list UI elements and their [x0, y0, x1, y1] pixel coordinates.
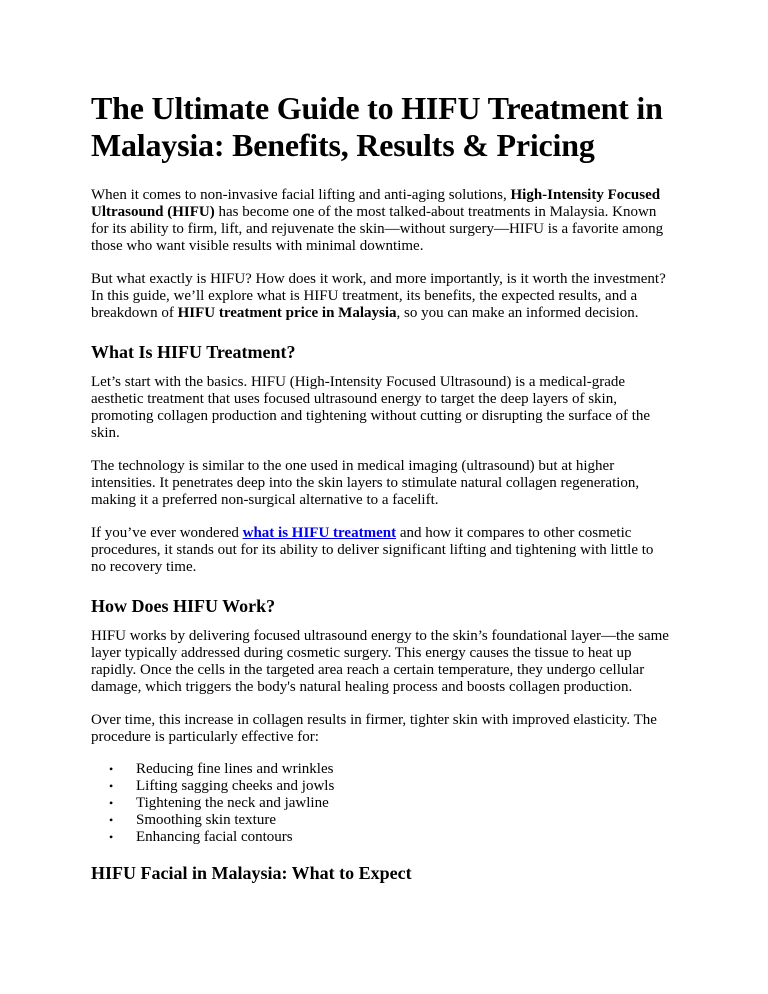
what-is-hifu-link[interactable]: what is HIFU treatment	[242, 525, 397, 541]
how-paragraph-1: HIFU works by delivering focused ultrasound energy to the skin’s foundational layer—the same layer typically addressed during cosmetic surgery. This energy causes the tissue to heat up rapidly. Once the cells in the targeted area reach a certain temperature, they undergo cellular damage, which triggers the body's natural healing process and boosts collagen production.	[91, 628, 669, 695]
how-paragraph-2: Over time, this increase in collagen results in firmer, tighter skin with improved elasticity. The procedure is particularly effective for:	[91, 712, 657, 745]
intro-p1-text-1: When it comes to non-invasive facial lifting and anti-aging solutions,	[91, 187, 511, 203]
heading-how-hifu-works: How Does HIFU Work?	[91, 596, 276, 616]
intro-paragraph-2	[91, 271, 671, 322]
article-body	[91, 90, 671, 884]
bullet-icon: •	[109, 762, 114, 776]
what-paragraph-1: Let’s start with the basics. HIFU (High-Intensity Focused Ultrasound) is a medical-grade aesthetic treatment that uses focused ultrasound energy to target the deep layers of skin, promoting collagen production and tightening without cutting or disrupting the surface of the skin.	[91, 374, 651, 441]
list-item	[109, 761, 671, 778]
heading-hifu-facial-malaysia: HIFU Facial in Malaysia: What to Expect	[91, 863, 412, 883]
benefits-list	[91, 761, 671, 846]
bullet-icon: •	[109, 813, 114, 827]
what-paragraph-2: The technology is similar to the one used in medical imaging (ultrasound) but at higher intensities. It penetrates deep into the skin layers to stimulate natural collagen regeneration, making it a preferred non-surgical alternative to a facelift.	[91, 458, 640, 508]
heading-what-is-hifu: What Is HIFU Treatment?	[91, 342, 296, 362]
list-item-text: Tightening the neck and jawline	[136, 795, 329, 811]
intro-paragraph-1	[91, 187, 671, 255]
intro-p2-bold-price: HIFU treatment price in Malaysia	[177, 305, 397, 321]
list-item	[109, 812, 671, 829]
what-p3-text-1: If you’ve ever wondered	[91, 525, 243, 541]
list-item-text: Enhancing facial contours	[136, 829, 293, 845]
bullet-icon: •	[109, 779, 114, 793]
what-p3-text-2: and how it compares to other cosmetic procedures, it stands out for its ability to deliver significant lifting and tightening with little to no recovery time.	[91, 525, 654, 575]
list-item-text: Lifting sagging cheeks and jowls	[136, 778, 335, 794]
article-title: The Ultimate Guide to HIFU Treatment in Malaysia: Benefits, Results & Pricing	[91, 90, 663, 163]
list-item	[109, 778, 671, 795]
list-item-text: Smoothing skin texture	[136, 812, 276, 828]
intro-p1-text-2: has become one of the most talked-about treatments in Malaysia. Known for its ability to firm, lift, and rejuvenate the skin—without surgery—HIFU is a favorite among those who want visible results with minimal downtime.	[91, 204, 664, 254]
list-item-text: Reducing fine lines and wrinkles	[136, 761, 334, 777]
bullet-icon: •	[109, 796, 114, 810]
intro-p2-text-1: But what exactly is HIFU? How does it work, and more importantly, is it worth the investment? In this guide, we’ll explore what is HIFU treatment, its benefits, the expected results, and a breakdown of	[91, 271, 666, 321]
bullet-icon: •	[109, 830, 114, 844]
list-item	[109, 829, 671, 846]
list-item	[109, 795, 671, 812]
what-paragraph-3	[91, 525, 671, 576]
intro-p1-bold-hifu: High-Intensity Focused Ultrasound (HIFU)	[91, 187, 661, 220]
intro-p2-text-2: , so you can make an informed decision.	[396, 305, 639, 321]
